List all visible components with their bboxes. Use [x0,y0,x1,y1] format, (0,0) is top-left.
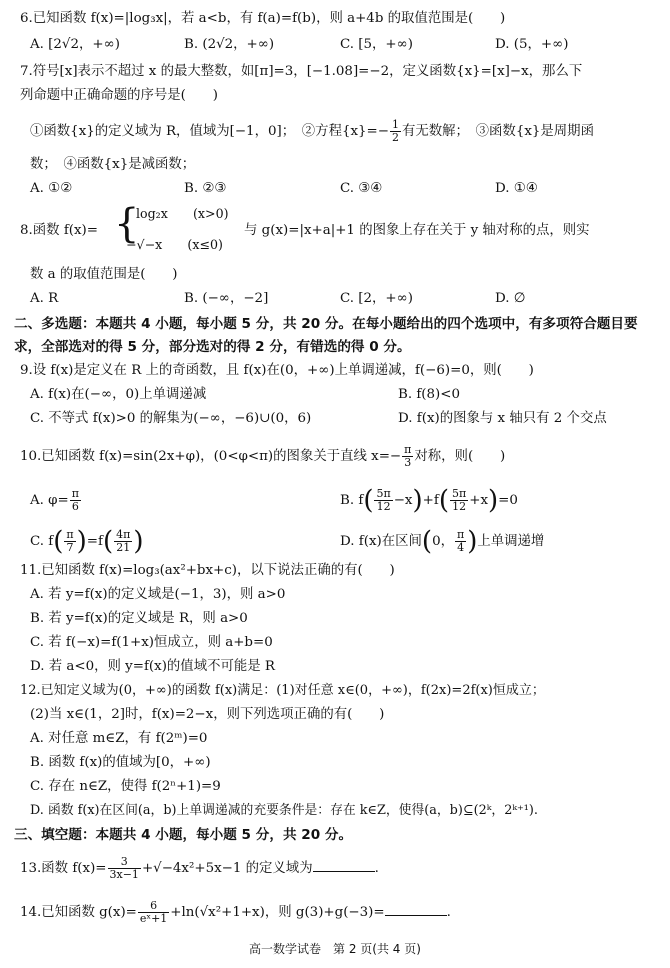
q6-option-b: B. (2√2，+∞) [184,37,275,52]
q10-stem-part1: 10.已知函数 f(x)=sin(2x+φ)，(0<φ<π)的图象关于直线 x=− [20,449,402,464]
q9-option-a: A. f(x)在(−∞，0)上单调递减 [30,387,207,402]
q11-stem: 11.已知函数 f(x)=log₃(ax²+bx+c)，以下说法正确的有( ) [20,563,395,578]
q8-tail: 与 g(x)=|x+a|+1 的图象上存在关于 y 轴对称的点，则实 [244,223,590,238]
q10-option-c: C. f( $\frac{\pi}{7}$ )=f( $\frac{4\pi}{21}$ ) [30,526,144,557]
q10-option-d: D. f(x)在区间(0， $\frac{\pi}{4}$ )上单调递增 [340,526,545,557]
q10-a-num: π [71,487,80,500]
q10-d-text: D. f(x)在区间 [340,534,422,549]
q10-a-text: A. φ= [30,493,69,508]
q10-stem-frac-den: 3 [404,456,412,469]
q10-c-den1: 7 [66,541,74,554]
q10-b-den1: 12 [376,500,391,513]
q10-d-den: 4 [457,541,465,554]
q11-option-c: C. 若 f(−x)=f(1+x)恒成立，则 a+b=0 [30,635,273,650]
q9-option-c: C. 不等式 f(x)>0 的解集为(−∞，−6)∪(0，6) [30,411,312,426]
q14-den: eˣ+1 [139,912,168,925]
q10-d-num: π [456,528,465,541]
q10-option-a [30,488,82,513]
q12-option-d: D. 函数 f(x)在区间(a，b)上单调递减的充要条件是：存在 k∈Z，使得(a，b)⊆(2ᵏ，2ᵏ⁺¹). [30,803,538,818]
q10-b-num1: 5π [376,487,391,500]
q7-prop-part2: 有无数解； ③函数{x}是周期函 [402,124,594,139]
q13-mid: +√−4x²+5x−1 的定义域为 [141,861,313,876]
q14-mid: +ln(√x²+1+x)，则 g(3)+g(−3)= [170,905,385,920]
q10-b-plus: +f [422,493,439,508]
q6-option-a: A. [2√2，+∞) [30,37,120,52]
q10-c-eq: =f [86,534,103,549]
q10-a-den: 6 [71,500,79,513]
q7-fraction-den: 2 [392,131,399,144]
q10-a-fraction [70,488,81,513]
q12-option-b: B. 函数 f(x)的值域为[0，+∞) [30,755,211,770]
q13-den: 3x−1 [109,868,139,881]
q10-c-text: C. f [30,534,54,549]
section-2-heading-line1: 二、多选题：本题共 4 小题，每小题 5 分，共 20 分。在每小题给出的四个选项中，有多项符合题目要 [14,316,638,332]
q10-d-fraction [455,529,466,554]
q7-propositions-line2: 数； ④函数{x}是减函数； [30,157,196,172]
q10-stem [20,444,658,469]
q7-option-c: C. ③④ [340,181,383,196]
q10-c-num2: 4π [116,528,131,541]
q11-option-a: A. 若 y=f(x)的定义域是(−1，3)，则 a>0 [30,587,286,602]
q7-propositions-line1 [30,119,658,144]
q10-b-den2: 12 [452,500,467,513]
q13-end: . [374,861,379,876]
q10-b-text: B. f [340,493,364,508]
q7-stem-line2: 列命题中正确命题的序号是( ) [20,88,218,103]
q7-option-b: B. ②③ [184,181,227,196]
q9-option-b: B. f(8)<0 [398,387,461,402]
q10-b-num2: 5π [451,487,467,500]
q13-num: 3 [108,856,141,869]
q10-b-end: +x [469,493,488,508]
q14-num: 6 [138,900,169,913]
q14-stem [20,900,658,925]
q7-prop-part1: ①函数{x}的定义域为 R，值域为[−1，0]； ②方程{x}=− [30,124,389,139]
q10-option-b: B. f( $\frac{5\pi}{12}$ −x)+f( $\frac{5\pi}{12}$ +x)=0 [340,485,518,516]
q13-fraction [108,856,141,881]
page-footer: 高一数学试卷 第 2 页(共 4 页) [249,942,421,956]
q10-d-lead: 0， [432,534,454,549]
q12-option-a: A. 对任意 m∈Z，有 f(2ᵐ)=0 [30,731,208,746]
q7-stem-line1: 7.符号[x]表示不超过 x 的最大整数，如[π]=3，[−1.08]=−2，定义函数{x}=[x]−x，那么下 [20,64,583,79]
q13-lead: 13.函数 f(x)= [20,861,107,876]
q8-option-a: A. R [30,291,59,306]
section-2-heading-line2: 求，全部选对的得 5 分，部分选对的得 2 分，有错选的得 0 分。 [14,339,411,355]
q10-b-tail: =0 [498,493,518,508]
q10-b-mid: −x [393,493,413,508]
q13-stem [20,856,658,881]
q9-stem: 9.设 f(x)是定义在 R 上的奇函数，且 f(x)在(0，+∞)上单调递减，f(−6)=0，则( ) [20,363,534,378]
q9-option-d: D. f(x)的图象与 x 轴只有 2 个交点 [398,411,607,426]
q11-option-b: B. 若 y=f(x)的定义域是 R，则 a>0 [30,611,248,626]
q6-option-d: D. (5，+∞) [495,37,569,52]
q10-c-fraction-1 [64,529,75,554]
q8-brace: { [114,201,140,247]
q7-option-a: A. ①② [30,181,73,196]
q12-stem-line2: (2)当 x∈(1，2]时，f(x)=2−x，则下列选项正确的有( ) [30,707,385,722]
q6-stem: 6.已知函数 f(x)=|log₃x|，若 a<b，有 f(a)=f(b)，则 a+4b 的取值范围是( ) [20,11,506,26]
section-3-heading: 三、填空题：本题共 4 小题，每小题 5 分，共 20 分。 [14,827,353,843]
q14-end: . [446,905,451,920]
q12-option-c: C. 存在 n∈Z，使得 f(2ⁿ+1)=9 [30,779,221,794]
q11-option-d: D. 若 a<0，则 y=f(x)的值域不可能是 R [30,659,275,674]
q7-option-d: D. ①④ [495,181,538,196]
q14-lead: 14.已知函数 g(x)= [20,905,137,920]
q10-b-fraction-2 [450,488,468,513]
q10-b-fraction-1 [374,488,392,513]
q13-answer-blank[interactable] [313,859,375,872]
q8-option-b: B. (−∞，−2] [184,291,269,306]
q12-stem-line1: 12.已知定义域为(0，+∞)的函数 f(x)满足：(1)对任意 x∈(0，+∞)，f(2x)=2f(x)恒成立； [20,683,545,698]
q8-case-2: −√−x (x≤0) [126,237,223,252]
q10-c-num1: π [66,528,74,541]
q10-stem-fraction [402,444,413,469]
q10-stem-frac-num: π [404,443,412,456]
q10-stem-part2: 对称，则( ) [414,449,506,464]
q7-fraction [390,119,401,144]
q8-option-c: C. [2，+∞) [340,291,414,306]
q8-case-1: log₂x (x>0) [136,206,229,221]
q6-option-c: C. [5，+∞) [340,37,414,52]
q14-answer-blank[interactable] [385,903,447,916]
q8-option-d: D. ∅ [495,291,526,306]
q8-stem-line2: 数 a 的取值范围是( ) [30,267,178,282]
q7-fraction-num: 1 [392,118,399,131]
q14-fraction [138,900,169,925]
q10-c-fraction-2 [114,529,132,554]
q8-lead: 8.函数 f(x)= [20,223,98,238]
q10-d-tail: 上单调递增 [477,534,545,549]
q10-c-den2: 21 [116,541,131,554]
